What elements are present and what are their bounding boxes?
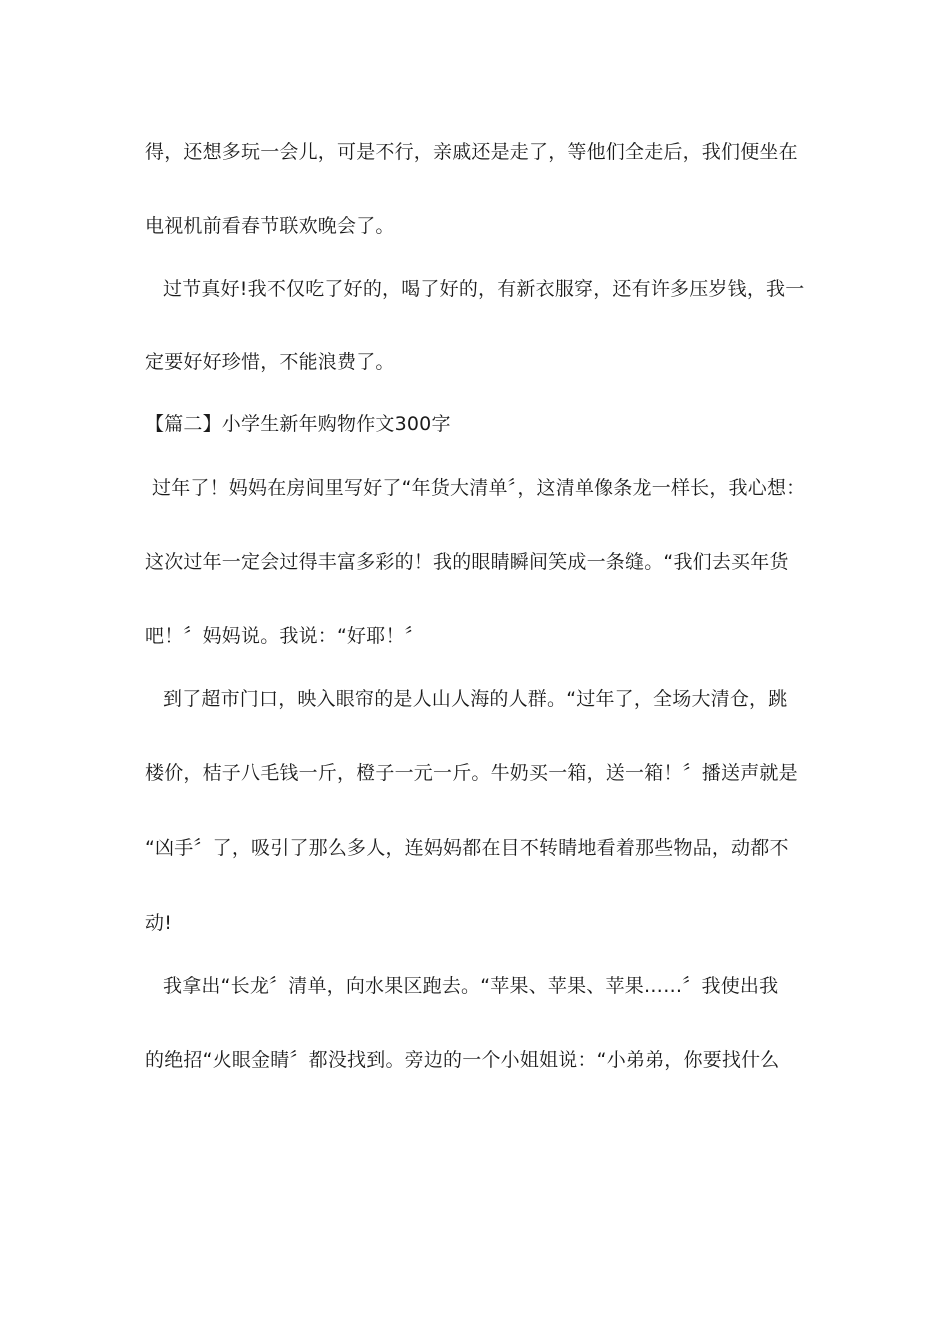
text-line-10: 楼价，桔子八毛钱一斤，橙子一元一斤。牛奶买一箱，送一箱！〞播送声就是 bbox=[145, 762, 798, 784]
text-line-7: 这次过年一定会过得丰富多彩的！我的眼睛瞬间笑成一条缝。“我们去买年货 bbox=[145, 551, 789, 573]
text-line-9: 到了超市门口，映入眼帘的是人山人海的人群。“过年了，全场大清仓，跳 bbox=[163, 688, 788, 710]
text-line-14: 的绝招“火眼金睛〞都没找到。旁边的一个小姐姐说：“小弟弟，你要找什么 bbox=[145, 1049, 780, 1071]
text-line-3: 过节真好!我不仅吃了好的，喝了好的，有新衣服穿，还有许多压岁钱，我一 bbox=[163, 278, 805, 300]
text-line-11: “凶手〞了，吸引了那么多人，连妈妈都在目不转睛地看着那些物品，动都不 bbox=[145, 837, 789, 859]
text-line-4: 定要好好珍惜，不能浪费了。 bbox=[145, 351, 395, 373]
text-line-12: 动! bbox=[145, 912, 173, 934]
text-line-2: 电视机前看春节联欢晚会了。 bbox=[145, 215, 395, 237]
text-line-8: 吧！〞妈妈说。我说：“好耶！〞 bbox=[145, 625, 424, 647]
text-line-6: 过年了！妈妈在房间里写好了“年货大清单〞，这清单像条龙一样长，我心想： bbox=[152, 477, 806, 499]
section-heading: 【篇二】小学生新年购物作文300字 bbox=[145, 413, 451, 435]
text-line-1: 得，还想多玩一会儿，可是不行，亲戚还是走了，等他们全走后，我们便坐在 bbox=[145, 141, 798, 163]
text-line-13: 我拿出“长龙〞清单，向水果区跑去。“苹果、苹果、苹果……〞我使出我 bbox=[163, 975, 779, 997]
